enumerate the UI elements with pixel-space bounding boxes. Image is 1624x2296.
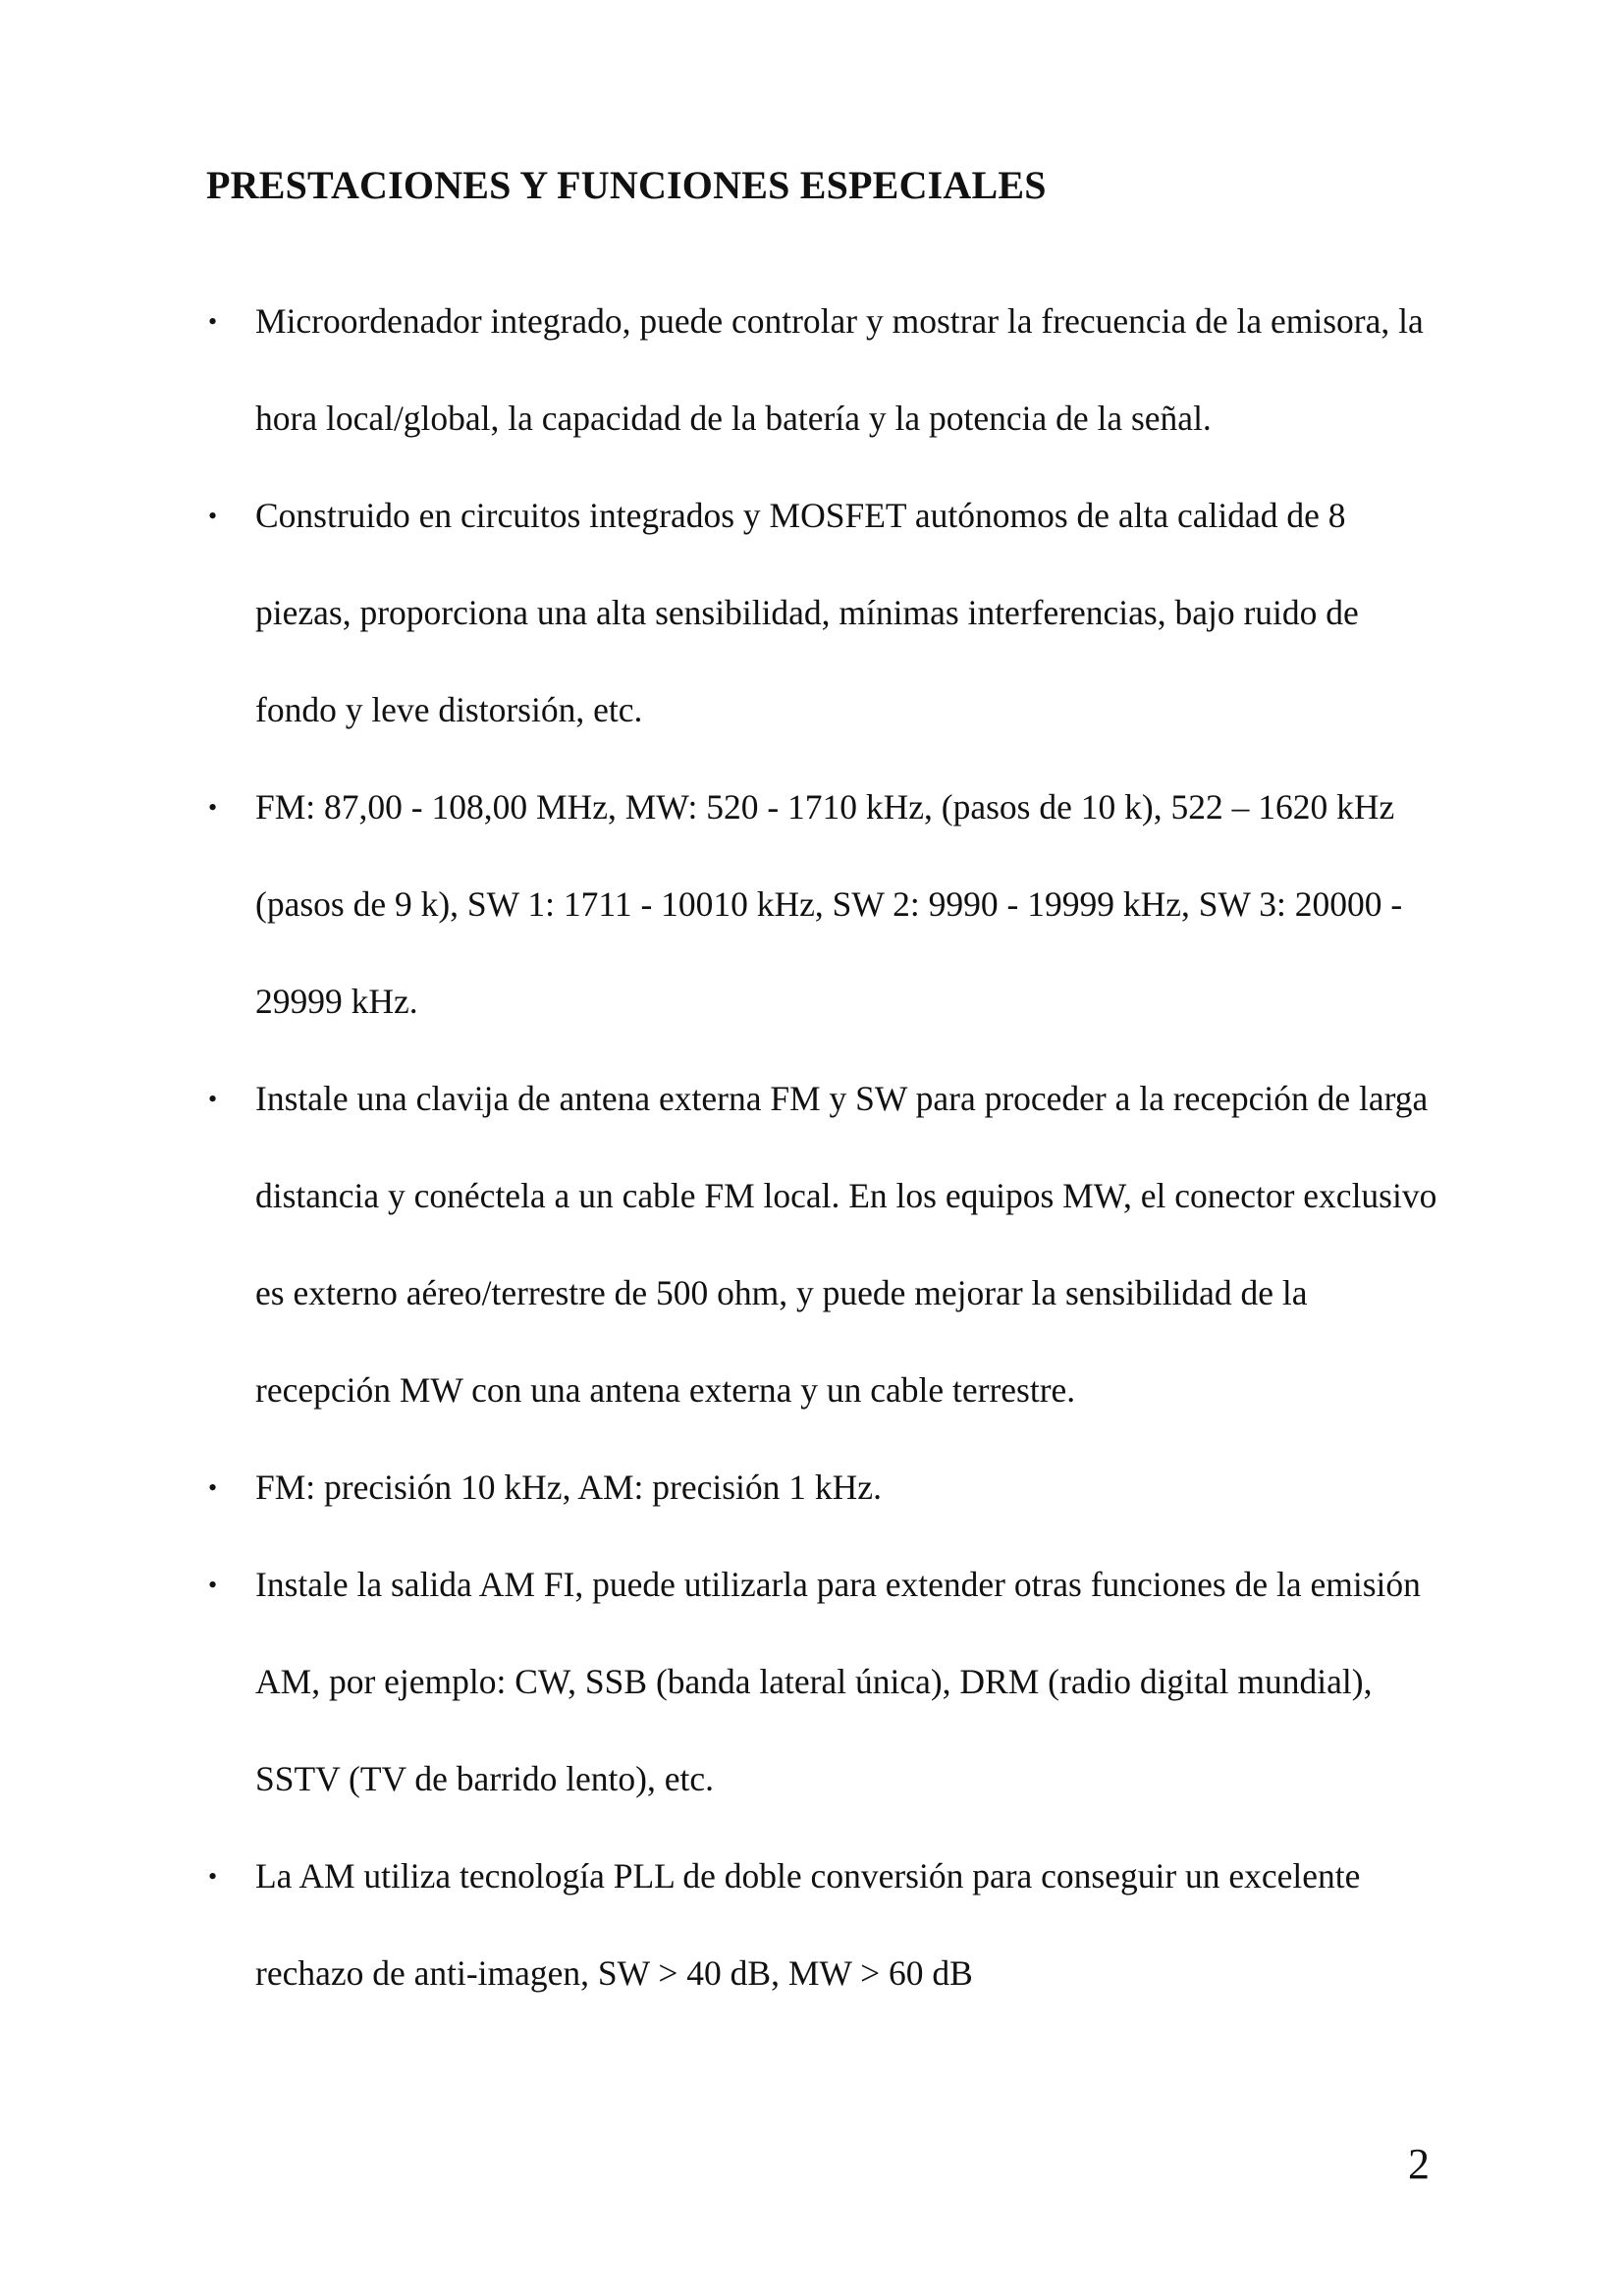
page-number: 2 [1408, 2140, 1430, 2188]
feature-text: Construido en circuitos integrados y MOSFET autónomos de alta calidad de 8 piezas, proporciona una alta sensibilidad, mínimas interferencias, bajo ruido de fondo y leve distorsión, etc. [255, 496, 1359, 729]
bullet-icon: • [208, 307, 218, 336]
feature-text: Microordenador integrado, puede controlar y mostrar la frecuencia de la emisora, la hora local/global, la capacidad de la batería y la potencia de la señal. [255, 301, 1424, 438]
feature-item-precision [206, 1439, 1438, 1536]
feature-item-microcomputer [206, 273, 1438, 467]
feature-text: Instale la salida AM FI, puede utilizarla para extender otras funciones de la emisión AM, por ejemplo: CW, SSB (banda lateral única), DRM (radio digital mundial), SSTV (TV de barrido lento), etc. [255, 1565, 1421, 1798]
feature-text: FM: 87,00 - 108,00 MHz, MW: 520 - 1710 kHz, (pasos de 10 k), 522 – 1620 kHz (pasos de 9 k), SW 1: 1711 - 10010 kHz, SW 2: 9990 - 19999 kHz, SW 3: 20000 - 29999 kHz. [255, 787, 1403, 1021]
feature-item-external-antenna [206, 1050, 1438, 1439]
feature-item-circuits [206, 467, 1438, 759]
feature-item-frequency-ranges [206, 759, 1438, 1050]
feature-item-pll-technology [206, 1828, 1438, 2022]
bullet-icon: • [208, 1473, 218, 1502]
feature-item-am-if-output [206, 1536, 1438, 1828]
bullet-icon: • [208, 1085, 218, 1113]
page-title: PRESTACIONES Y FUNCIONES ESPECIALES [206, 163, 1047, 207]
feature-text: FM: precisión 10 kHz, AM: precisión 1 kHz. [255, 1468, 882, 1507]
bullet-icon: • [208, 793, 218, 822]
feature-text: La AM utiliza tecnología PLL de doble conversión para conseguir un excelente rechazo de anti-imagen, SW > 40 dB, MW > 60 dB [255, 1856, 1361, 1993]
bullet-icon: • [208, 1571, 218, 1599]
feature-text: Instale una clavija de antena externa FM y SW para proceder a la recepción de larga distancia y conéctela a un cable FM local. En los equipos MW, el conector exclusivo es externo aéreo/terrestre de 500 ohm, y puede mejorar la sensibilidad de la recepción MW con una antena externa y un cable terrestre. [255, 1079, 1437, 1410]
feature-list [206, 273, 1438, 2022]
bullet-icon: • [208, 502, 218, 530]
bullet-icon: • [208, 1862, 218, 1891]
